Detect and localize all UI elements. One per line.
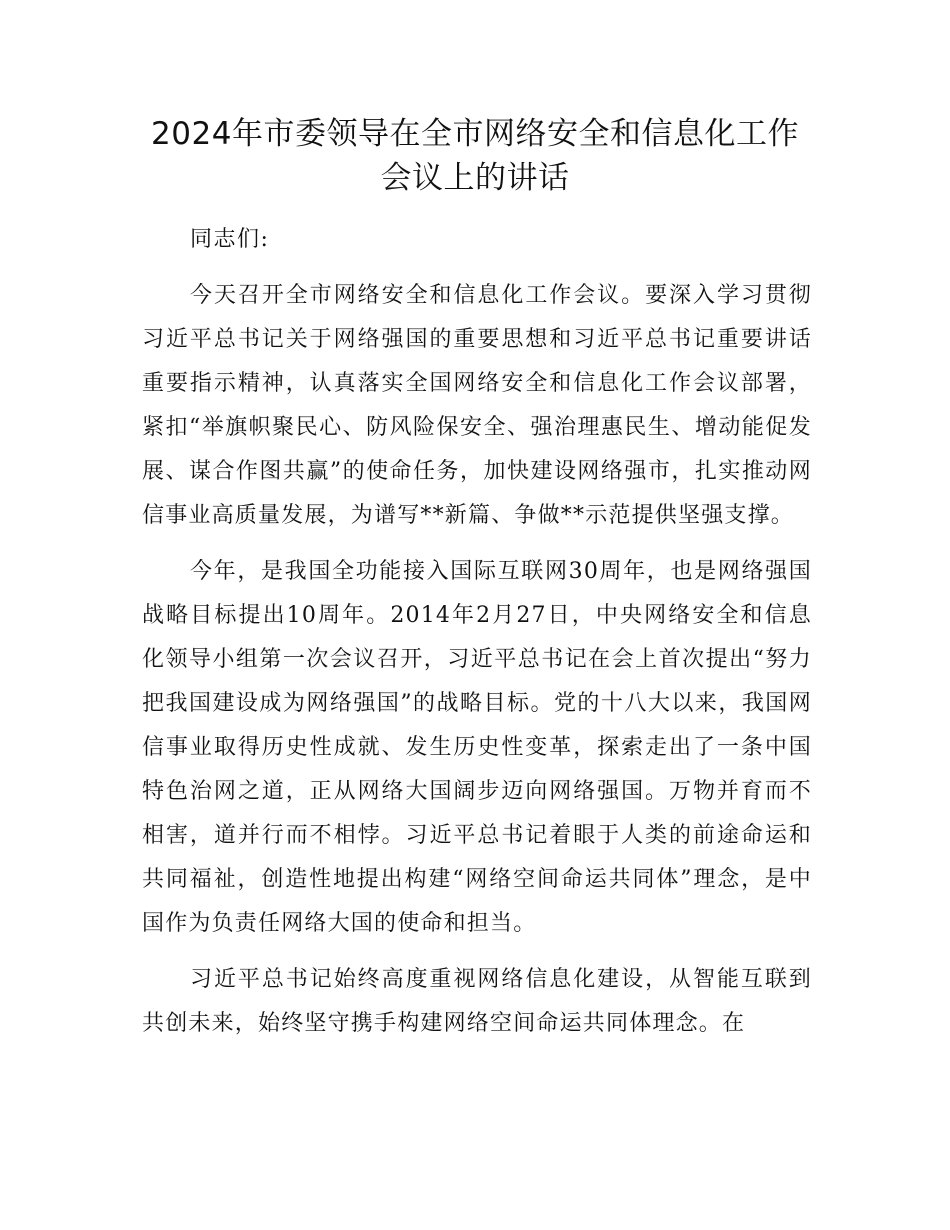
document-title (100, 112, 850, 200)
document-body (142, 218, 812, 1058)
paragraph-3: 习近平总书记始终高度重视网络信息化建设，从智能互联到共创未来，始终坚守携手构建网络空间命运共同体理念。在 (142, 967, 812, 1036)
document-title-line-2: 会议上的讲话 (380, 160, 570, 196)
paragraph-1: 今天召开全市网络安全和信息化工作会议。要深入学习贯彻习近平总书记关于网络强国的重要思想和习近平总书记重要讲话重要指示精神，认真落实全国网络安全和信息化工作会议部署，紧扣“举旗帜聚民心、防风险保安全、强治理惠民生、增动能促发展、谋合作图共赢”的使命任务，加快建设网络强市，扎实推动网信事业高质量发展，为谱写**新篇、争做**示范提供坚强支撑。 (142, 283, 812, 528)
document-title-line-1: 2024年市委领导在全市网络安全和信息化工作 (151, 116, 799, 152)
paragraph-2: 今年，是我国全功能接入国际互联网30周年，也是网络强国战略目标提出10周年。2014年2月27日，中央网络安全和信息化领导小组第一次会议召开，习近平总书记在会上首次提出“努力把我国建设成为网络强国”的战略目标。党的十八大以来，我国网信事业取得历史性成就、发生历史性变革，探索走出了一条中国特色治网之道，正从网络大国阔步迈向网络强国。万物并育而不相害，道并行而不相悖。习近平总书记着眼于人类的前途命运和共同福祉，创造性地提出构建“网络空间命运共同体”理念，是中国作为负责任网络大国的使命和担当。 (142, 559, 812, 936)
salutation: 同志们: (190, 227, 270, 252)
